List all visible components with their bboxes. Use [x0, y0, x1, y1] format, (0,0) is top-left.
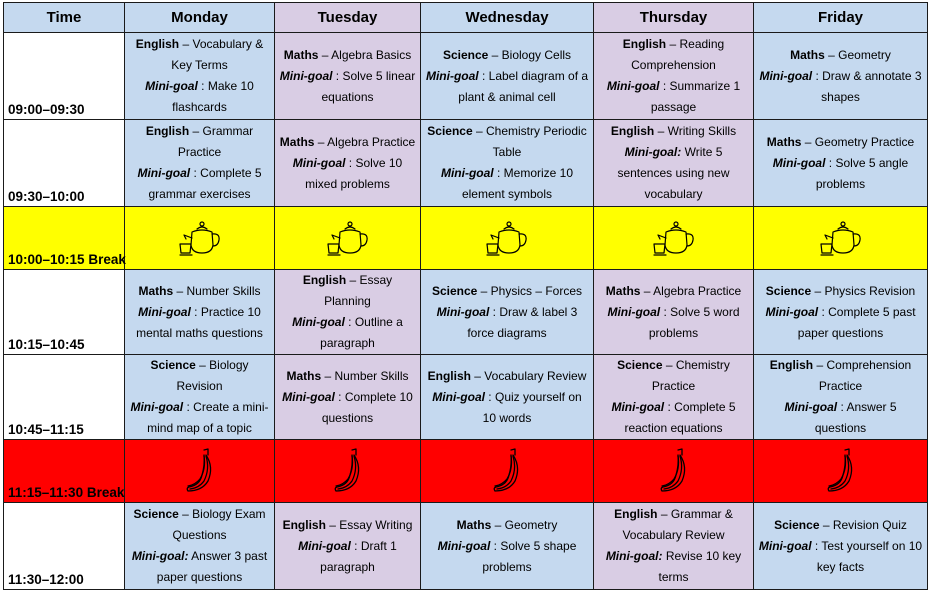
lesson-cell	[275, 33, 421, 120]
mini-goal-text: Draft 1 paragraph	[320, 538, 397, 574]
mini-goal-separator: :	[190, 304, 201, 319]
topic-text: – Comprehension Practice	[813, 358, 912, 393]
mini-goal-label: Mini-goal	[758, 538, 812, 553]
mini-goal-text: Solve 5 angle problems	[815, 155, 909, 191]
table-row	[4, 207, 928, 270]
topic-text: – Chemistry Practice	[651, 358, 730, 393]
subject-label: English	[282, 517, 326, 532]
mini-goal-text: Complete 5 grammar exercises	[148, 166, 262, 201]
lesson-cell	[421, 270, 594, 355]
break-cell	[275, 440, 421, 503]
mini-goal-label: Mini-goal	[432, 389, 485, 404]
lesson-cell	[421, 33, 594, 120]
mini-goal-separator: :	[659, 79, 670, 93]
mini-goal-text: Label diagram of a plant & animal cell	[458, 68, 589, 104]
lesson-cell	[594, 270, 754, 355]
lesson-cell	[754, 270, 928, 355]
mini-goal-label: Mini-goal	[130, 400, 184, 414]
timetable	[3, 2, 928, 590]
mini-goal-text: Solve 5 shape problems	[482, 538, 577, 574]
mini-goal-separator: :	[478, 68, 489, 83]
banana-icon	[758, 447, 923, 495]
table-row	[4, 503, 928, 590]
mini-goal-text: Outline a paragraph	[320, 315, 403, 350]
time-slot: 10:45–11:15	[4, 355, 125, 440]
time-slot: 10:00–10:15 Break	[4, 207, 125, 270]
mini-goal-text: Answer 3 past paper questions	[156, 549, 268, 584]
topic-text: – Geometry	[824, 47, 891, 62]
subject-label: Maths	[790, 47, 825, 62]
mini-goal-label: Mini-goal	[138, 304, 191, 319]
subject-label: English	[302, 273, 347, 287]
subject-label: Science	[427, 124, 473, 138]
mini-goal-separator: :	[332, 68, 343, 83]
topic-text: – Vocabulary & Key Terms	[171, 37, 264, 72]
mini-goal-text: Draw & annotate 3 shapes	[821, 68, 922, 104]
mini-goal-label: Mini-goal	[440, 166, 494, 180]
subject-label: Science	[442, 47, 489, 62]
mini-goal-separator: :	[837, 400, 847, 414]
mini-goal-separator: :	[489, 304, 500, 319]
subject-label: English	[769, 358, 814, 372]
topic-text: – Physics – Forces	[477, 283, 583, 298]
lesson-cell	[275, 270, 421, 355]
mini-goal-label: Mini-goal:	[605, 549, 663, 563]
subject-label: English	[614, 507, 658, 521]
mini-goal-separator: :	[190, 166, 201, 180]
mini-goal-label: Mini-goal	[765, 304, 819, 319]
mini-goal-text: Practice 10 mental maths questions	[136, 304, 263, 340]
topic-text: – Number Skills	[321, 368, 409, 383]
subject-label: English	[610, 124, 655, 138]
mini-goal-separator: :	[664, 400, 675, 414]
subject-label: Science	[431, 283, 478, 298]
lesson-cell	[594, 355, 754, 440]
topic-text: – Revision Quiz	[819, 517, 907, 532]
topic-text: – Biology Exam Questions	[172, 507, 266, 542]
lesson-cell	[275, 355, 421, 440]
subject-label: Maths	[766, 134, 802, 149]
mini-goal-label: Mini-goal	[137, 166, 191, 180]
lesson-cell	[125, 355, 275, 440]
banana-icon	[129, 447, 270, 495]
mini-goal-text: Solve 10 mixed problems	[305, 155, 403, 191]
table-row	[4, 120, 928, 207]
mini-goal-separator: :	[660, 304, 671, 319]
banana-icon	[279, 447, 416, 495]
table-row	[4, 33, 928, 120]
lesson-cell	[421, 120, 594, 207]
banana-icon	[425, 447, 589, 495]
subject-label: English	[427, 368, 471, 383]
break-cell	[421, 207, 594, 270]
mini-goal-label: Mini-goal	[437, 538, 491, 553]
lesson-cell	[594, 33, 754, 120]
lesson-cell	[421, 355, 594, 440]
mini-goal-separator: :	[811, 538, 822, 553]
subject-label: Maths	[138, 283, 174, 298]
topic-text: – Reading Comprehension	[631, 37, 725, 72]
table-row	[4, 270, 928, 355]
mini-goal-separator: :	[825, 155, 836, 170]
mini-goal-label: Mini-goal	[292, 155, 346, 170]
mini-goal-label: Mini-goal	[145, 79, 198, 93]
subject-label: Science	[617, 358, 663, 372]
topic-text: – Algebra Practice	[314, 134, 416, 149]
teapot-icon	[279, 218, 416, 258]
mini-goal-separator: :	[350, 538, 361, 553]
lesson-cell	[125, 33, 275, 120]
break-cell	[421, 440, 594, 503]
subject-label: English	[145, 124, 190, 138]
header-tuesday: Tuesday	[275, 3, 421, 33]
break-cell	[125, 440, 275, 503]
mini-goal-separator: :	[183, 400, 194, 414]
mini-goal-label: Mini-goal	[611, 400, 665, 414]
topic-text: – Geometry Practice	[801, 134, 915, 149]
teapot-icon	[598, 218, 749, 258]
subject-label: Maths	[286, 368, 322, 383]
mini-goal-label: Mini-goal:	[624, 145, 682, 159]
subject-label: Science	[774, 517, 820, 532]
subject-label: Science	[765, 283, 812, 298]
mini-goal-text: Make 10 flashcards	[172, 79, 254, 114]
lesson-cell	[754, 33, 928, 120]
topic-text: – Biology Cells	[488, 47, 572, 62]
topic-text: – Vocabulary Review	[470, 368, 587, 383]
banana-icon	[598, 447, 749, 495]
mini-goal-text: Summarize 1 passage	[650, 79, 741, 114]
mini-goal-label: Mini-goal	[436, 304, 490, 319]
break-cell	[594, 440, 754, 503]
break-cell	[594, 207, 754, 270]
mini-goal-label: Mini-goal	[784, 400, 838, 414]
mini-goal-text: Create a mini-mind map of a topic	[147, 400, 269, 435]
mini-goal-separator: :	[812, 68, 823, 83]
break-cell	[125, 207, 275, 270]
time-slot: 11:30–12:00	[4, 503, 125, 590]
subject-label: Maths	[283, 47, 319, 62]
subject-label: Maths	[605, 283, 641, 298]
topic-text: – Algebra Basics	[318, 47, 412, 62]
mini-goal-text: Test yourself on 10 key facts	[816, 538, 923, 574]
teapot-icon	[129, 218, 270, 258]
mini-goal-text: Solve 5 word problems	[648, 304, 740, 340]
mini-goal-text: Answer 5 questions	[814, 400, 897, 435]
lesson-cell	[754, 355, 928, 440]
lesson-cell	[125, 270, 275, 355]
lesson-cell	[275, 120, 421, 207]
header-time: Time	[4, 3, 125, 33]
mini-goal-label: Mini-goal	[279, 68, 333, 83]
break-cell	[275, 207, 421, 270]
topic-text: – Number Skills	[173, 283, 261, 298]
mini-goal-separator: :	[484, 389, 495, 404]
mini-goal-label: Mini-goal	[298, 538, 351, 553]
mini-goal-text: Complete 10 questions	[321, 389, 413, 425]
mini-goal-label: Mini-goal	[292, 315, 345, 329]
topic-text: – Geometry	[491, 517, 558, 532]
header-wednesday: Wednesday	[421, 3, 594, 33]
lesson-cell	[125, 503, 275, 590]
mini-goal-label: Mini-goal	[606, 79, 660, 93]
break-cell	[754, 207, 928, 270]
mini-goal-separator: :	[490, 538, 501, 553]
mini-goal-text: Complete 5 past paper questions	[797, 304, 916, 340]
header-row	[4, 3, 928, 33]
lesson-cell	[275, 503, 421, 590]
lesson-cell	[421, 503, 594, 590]
subject-label: English	[622, 37, 667, 51]
topic-text: – Algebra Practice	[640, 283, 742, 298]
mini-goal-text: Draw & label 3 force diagrams	[467, 304, 578, 340]
lesson-cell	[754, 120, 928, 207]
time-slot: 09:30–10:00	[4, 120, 125, 207]
mini-goal-text: Memorize 10 element symbols	[461, 166, 574, 201]
teapot-icon	[758, 218, 923, 258]
topic-text: – Writing Skills	[654, 124, 737, 138]
header-monday: Monday	[125, 3, 275, 33]
mini-goal-label: Mini-goal	[282, 389, 335, 404]
mini-goal-separator: :	[493, 166, 504, 180]
mini-goal-separator: :	[334, 389, 345, 404]
mini-goal-label: Mini-goal:	[131, 549, 189, 563]
topic-text: – Essay Writing	[325, 517, 413, 532]
topic-text: – Biology Revision	[176, 358, 249, 393]
mini-goal-separator: :	[345, 155, 356, 170]
mini-goal-text: Revise 10 key terms	[658, 549, 742, 584]
mini-goal-separator: :	[344, 315, 355, 329]
subject-label: Maths	[456, 517, 492, 532]
time-slot: 09:00–09:30	[4, 33, 125, 120]
lesson-cell	[594, 120, 754, 207]
break-cell	[754, 440, 928, 503]
topic-text: – Grammar Practice	[177, 124, 254, 159]
time-slot: 11:15–11:30 Break	[4, 440, 125, 503]
mini-goal-separator: :	[197, 79, 208, 93]
mini-goal-label: Mini-goal	[772, 155, 826, 170]
mini-goal-text: Quiz yourself on 10 words	[482, 389, 582, 425]
mini-goal-label: Mini-goal	[759, 68, 813, 83]
topic-text: – Grammar & Vocabulary Review	[622, 507, 733, 542]
subject-label: English	[135, 37, 180, 51]
mini-goal-label: Mini-goal	[425, 68, 479, 83]
topic-text: – Chemistry Periodic Table	[472, 124, 587, 159]
mini-goal-text: Complete 5 reaction equations	[624, 400, 736, 435]
lesson-cell	[125, 120, 275, 207]
time-slot: 10:15–10:45	[4, 270, 125, 355]
mini-goal-label: Mini-goal	[607, 304, 661, 319]
mini-goal-text: Solve 5 linear equations	[321, 68, 416, 104]
topic-text: – Essay Planning	[324, 273, 393, 308]
mini-goal-text: Write 5 sentences using new vocabulary	[617, 145, 730, 201]
header-thursday: Thursday	[594, 3, 754, 33]
subject-label: Science	[150, 358, 196, 372]
table-row	[4, 355, 928, 440]
subject-label: Maths	[279, 134, 315, 149]
mini-goal-separator: :	[818, 304, 829, 319]
teapot-icon	[425, 218, 589, 258]
lesson-cell	[594, 503, 754, 590]
header-friday: Friday	[754, 3, 928, 33]
topic-text: – Physics Revision	[811, 283, 916, 298]
subject-label: Science	[133, 507, 179, 521]
lesson-cell	[754, 503, 928, 590]
table-row	[4, 440, 928, 503]
